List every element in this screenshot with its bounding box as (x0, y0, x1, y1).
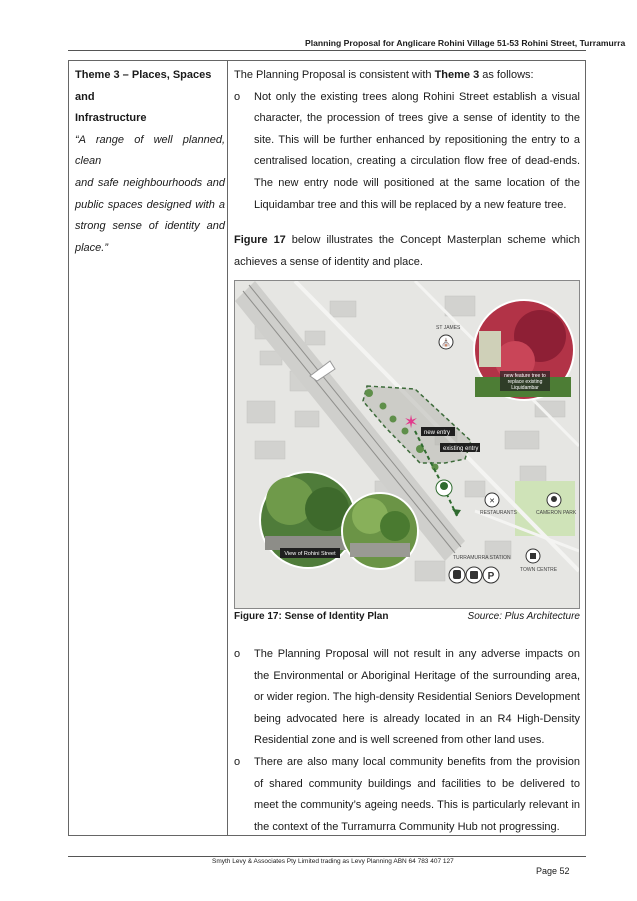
new-entry-star-icon: ✶ (403, 412, 419, 432)
existing-entry-label: existing entry (443, 446, 479, 452)
bullet-text: The Planning Proposal will not result in any adverse impacts on the Environmental or Aboriginal Heritage of the surrounding area, or wider region. The high-density Residential Seniors Development being advocated here is already located in an R4 High-Density Residential zone and is well screened from other land uses. (254, 648, 580, 747)
intro-paragraph (234, 65, 580, 87)
figure-ref-text: below illustrates the Concept Masterplan scheme which achieves a sense of identity and place. (234, 234, 580, 268)
cameron-park-label: CAMERON PARK (536, 510, 577, 516)
feature-tree-label-line: new feature tree to (504, 373, 546, 379)
theme-title-line1: Theme 3 – Places, Spaces and (75, 69, 212, 103)
intro-theme-ref: Theme 3 (434, 69, 480, 81)
intro-text: The Planning Proposal is consistent with (234, 69, 435, 81)
st-james-label: ST JAMES (436, 325, 461, 331)
bullet-item (234, 87, 580, 217)
document-header-title: Planning Proposal for Anglicare Rohini Village 51-53 Rohini Street, Turramurra (305, 38, 626, 48)
intro-text-end: as follows: (479, 69, 534, 81)
rohini-photo-label: View of Rohini Street (284, 551, 336, 557)
feature-tree-label-line: replace existing (507, 379, 543, 385)
table-column-divider (227, 61, 228, 835)
town-centre-label: TOWN CENTRE (520, 567, 558, 573)
rohini-photo-road (265, 536, 351, 550)
figure-reference-paragraph (234, 230, 580, 273)
feature-tree-label-line: Liquidambar (511, 385, 539, 391)
theme-cell (75, 65, 225, 259)
bullet-marker: o (234, 755, 241, 768)
station-label: TURRAMURRA STATION (453, 555, 511, 561)
train-glyph (453, 570, 461, 579)
church-glyph: ⛪ (441, 338, 451, 347)
masterplan-map (235, 281, 579, 608)
bullet-text: Not only the existing trees along Rohini Street establish a visual character, the procession of trees give a sense of identity to the site. This will be further enhanced by repositioning the entry to a centralised location, creating a circulation flow free of dead-ends. The new entry node will positioned at the same location of the Liquidambar tree and this will be replaced by a new feature tree. (254, 90, 580, 211)
bullet-marker: o (234, 648, 241, 660)
theme-table (68, 60, 586, 836)
theme-quote-line: and safe neighbourhoods and (75, 176, 225, 189)
new-entry-label: new entry (424, 430, 451, 436)
rohini-photo2-road (350, 543, 410, 557)
bullet-marker: o (234, 90, 241, 103)
park-glyph (551, 496, 557, 502)
page-number: Page 52 (536, 866, 570, 876)
theme-quote-line: “A range of well planned, clean (75, 133, 225, 168)
theme-quote-line: public spaces designed with a (75, 198, 225, 211)
restaurants-label: RESTAURANTS (480, 510, 517, 516)
figure-caption-title: Figure 17: Sense of Identity Plan (234, 611, 389, 622)
footer-company: Smyth Levy & Associates Pty Limited trading as Levy Planning ABN 64 783 407 127 (212, 858, 454, 865)
further-bullets (234, 644, 580, 838)
parking-label: P (487, 571, 495, 582)
theme-quote-line: place.” (75, 241, 109, 254)
figure-ref-link: Figure 17 (234, 234, 286, 247)
restaurant-glyph: ✕ (489, 498, 495, 505)
theme-quote-line: strong sense of identity and (75, 220, 225, 233)
sense-of-identity-plan-figure (234, 280, 580, 609)
consistency-cell (234, 65, 580, 273)
theme-title-line2: Infrastructure (75, 112, 147, 125)
town-centre-glyph (530, 553, 536, 559)
footer-rule (68, 856, 586, 857)
header-rule (68, 50, 586, 51)
cameron-park-area (515, 481, 575, 536)
figure-caption (234, 611, 580, 622)
bullet-item (234, 644, 580, 752)
figure-caption-source: Source: Plus Architecture (467, 611, 580, 622)
tree-node-canopy (440, 482, 448, 490)
bullet-item (234, 752, 580, 838)
feature-tree-building (479, 331, 501, 367)
rohini-photo2-foliage (380, 511, 410, 541)
bus-glyph (470, 571, 478, 579)
bullet-text: There are also many local community benefits from the provision of shared community buildings and facilities to be delivered to meet the community’s ageing needs. This is particularly relevant in the context of the Turramurra Community Hub not progressing. (254, 755, 580, 833)
